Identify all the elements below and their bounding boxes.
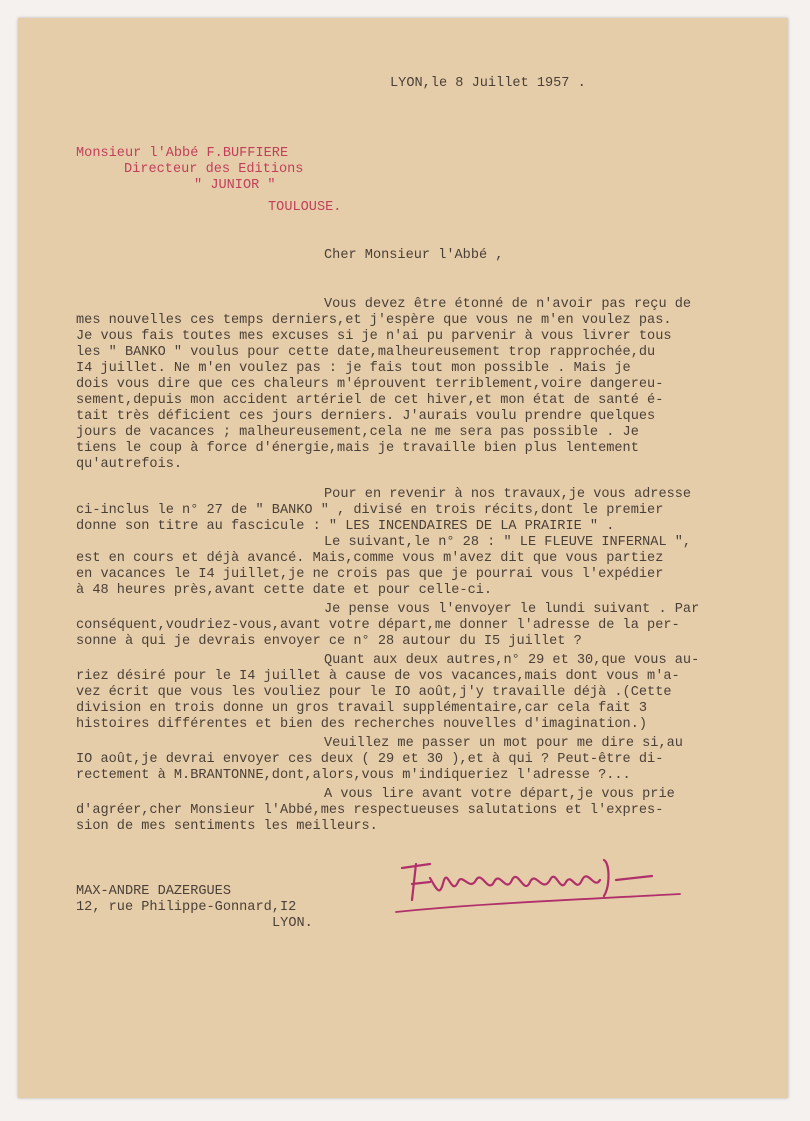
letter-date: LYON,le 8 Juillet 1957 . (390, 76, 586, 91)
body-line: Le suivant,le n° 28 : " LE FLEUVE INFERNAL ", (324, 535, 692, 550)
body-line: les " BANKO " voulus pour cette date,malheureusement trop rapprochée,du (76, 345, 656, 360)
body-line: Je pense vous l'envoyer le lundi suivant . Par (324, 602, 700, 617)
body-line: sion de mes sentiments les meilleurs. (76, 819, 378, 834)
body-line: Vous devez être étonné de n'avoir pas reçu de (324, 297, 692, 312)
body-line: qu'autrefois. (76, 457, 183, 472)
body-line: tiens le coup à force d'énergie,mais je travaille bien plus lentement (76, 441, 639, 456)
body-line: jours de vacances ; malheureusement,cela ne me sera pas possible . Je (76, 425, 639, 440)
body-line: IO août,je devrai envoyer ces deux ( 29 et 30 ),et à qui ? Peut-être di- (76, 752, 664, 767)
body-line: Quant aux deux autres,n° 29 et 30,que vous au- (324, 653, 700, 668)
body-line: division en trois donne un gros travail supplémentaire,car cela fait 3 (76, 701, 648, 716)
body-line: A vous lire avant votre départ,je vous prie (324, 787, 675, 802)
body-line: mes nouvelles ces temps derniers,et j'espère que vous ne m'en voulez pas. (76, 313, 672, 328)
recipient-publisher: " JUNIOR " (194, 178, 276, 193)
body-line: vez écrit que vous les vouliez pour le IO août,j'y travaille déjà .(Cette (76, 685, 672, 700)
body-line: Veuillez me passer un mot pour me dire si,au (324, 736, 683, 751)
body-line: I4 juillet. Ne m'en voulez pas : je fais tout mon possible . Mais je (76, 361, 631, 376)
body-line: Je vous fais toutes mes excuses si je n'ai pu parvenir à vous livrer tous (76, 329, 672, 344)
body-line: Pour en revenir à nos travaux,je vous adresse (324, 487, 692, 502)
body-line: d'agréer,cher Monsieur l'Abbé,mes respectueuses salutations et l'expres- (76, 803, 664, 818)
body-line: en vacances le I4 juillet,je ne crois pas que je pourrai vous l'expédier (76, 567, 664, 582)
body-line: tait très déficient ces jours derniers. J'aurais voulu prendre quelques (76, 409, 656, 424)
sender-city: LYON. (272, 916, 313, 931)
body-line: histoires différentes et bien des recherches nouvelles d'imagination.) (76, 717, 648, 732)
body-line: est en cours et déjà avancé. Mais,comme vous m'avez dit que vous partiez (76, 551, 664, 566)
salutation: Cher Monsieur l'Abbé , (324, 248, 504, 263)
signature-mark (390, 840, 690, 920)
body-line: riez désiré pour le I4 juillet à cause de vos vacances,mais dont vous m'a- (76, 669, 680, 684)
body-line: donne son titre au fascicule : " LES INCENDAIRES DE LA PRAIRIE " . (76, 519, 615, 534)
body-line: sement,depuis mon accident artériel de cet hiver,et mon état de santé é- (76, 393, 664, 408)
sender-address: 12, rue Philippe-Gonnard,I2 (76, 900, 297, 915)
body-line: sonne à qui je devrais envoyer ce n° 28 autour du I5 juillet ? (76, 634, 582, 649)
letter-page (18, 18, 788, 1098)
body-line: à 48 heures près,avant cette date et pour celle-ci. (76, 583, 493, 598)
sender-name: MAX-ANDRE DAZERGUES (76, 884, 231, 899)
body-line: dois vous dire que ces chaleurs m'éprouvent terriblement,voire dangereu- (76, 377, 664, 392)
recipient-city: TOULOUSE. (268, 200, 342, 215)
body-line: rectement à M.BRANTONNE,dont,alors,vous m'indiqueriez l'adresse ?... (76, 768, 631, 783)
recipient-title: Directeur des Editions (124, 162, 304, 177)
recipient-name: Monsieur l'Abbé F.BUFFIERE (76, 146, 289, 161)
body-line: ci-inclus le n° 27 de " BANKO " , divisé en trois récits,dont le premier (76, 503, 664, 518)
body-line: conséquent,voudriez-vous,avant votre départ,me donner l'adresse de la per- (76, 618, 680, 633)
